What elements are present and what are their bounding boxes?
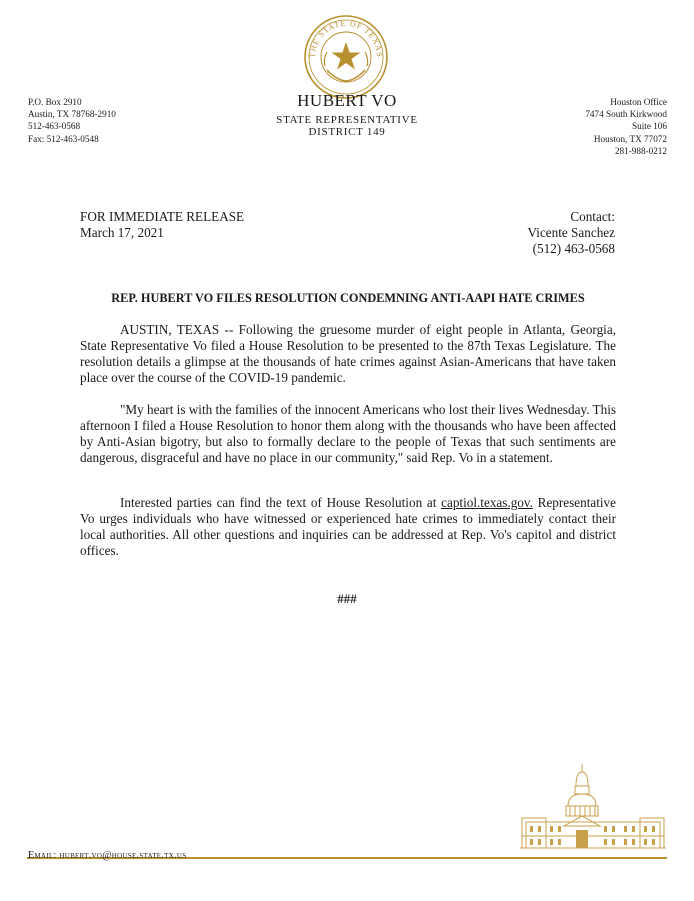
paragraph-text: Representative Vo urges individuals who have witnessed or experienced hate crimes to immediately contact their local authorities. All other questions and inquiries can be addressed at Rep. Vo's capitol and district offices. [80,495,617,559]
resolution-link[interactable]: captiol.texas.gov. [441,495,533,510]
district-office-label: Houston Office [610,97,667,107]
contact-label: Contact: [570,209,615,224]
representative-name: HUBERT VO [297,91,397,110]
body-paragraph-quote: "My heart is with the families of the innocent Americans who lost their lives Wednesday. This afternoon I filed a House Resolution to honor them along with the thousands who have been affected by Anti-Asian bigotry, but also to formally declare to the people of Texas that such sentiments are dangerous, disgraceful and have no place in our community," said Rep. Vo in a statement. [80,402,616,466]
district-address [585,96,667,157]
contact-phone: (512) 463-0568 [532,241,615,256]
texas-state-seal-icon [303,14,389,100]
body-paragraph [80,495,616,559]
representative-district: DISTRICT 149 [308,126,386,138]
contact-info [528,209,615,257]
contact-name: Vicente Sanchez [527,225,615,240]
capitol-address-line: P.O. Box 2910 [28,97,82,107]
capitol-fax: Fax: 512-463-0548 [28,133,99,144]
body-paragraph: AUSTIN, TEXAS -- Following the gruesome murder of eight people in Atlanta, Georgia, State Representative Vo filed a House Resolution to be presented to the 87th Texas Legislature. The resolution details a glimpse at the thousands of hate crimes against Asian-Americans that have taken place over the course of the COVID-19 pandemic. [80,322,616,386]
release-info [80,209,244,241]
footer-email[interactable]: Email: hubert.vo@house.state.tx.us [28,850,187,861]
press-release-headline: REP. HUBERT VO FILES RESOLUTION CONDEMNING ANTI-AAPI HATE CRIMES [111,291,585,305]
paragraph-text: Interested parties can find the text of House Resolution at [120,495,442,510]
release-date: March 17, 2021 [80,225,164,240]
capitol-phone: 512-463-0568 [28,121,81,132]
release-label: FOR IMMEDIATE RELEASE [80,209,245,224]
capitol-address [28,96,116,145]
district-address-line: Houston, TX 77072 [593,133,667,144]
district-address-line: Suite 106 [632,121,667,132]
representative-title: STATE REPRESENTATIVE [276,114,418,126]
district-address-line: 7474 South Kirkwood [585,109,667,120]
district-phone: 281-988-0212 [614,145,667,156]
seal-text: THE STATE OF TEXAS [307,18,385,58]
capitol-building-icon [520,760,666,858]
end-mark: ### [337,591,357,606]
capitol-address-line: Austin, TX 78768-2910 [28,109,116,120]
